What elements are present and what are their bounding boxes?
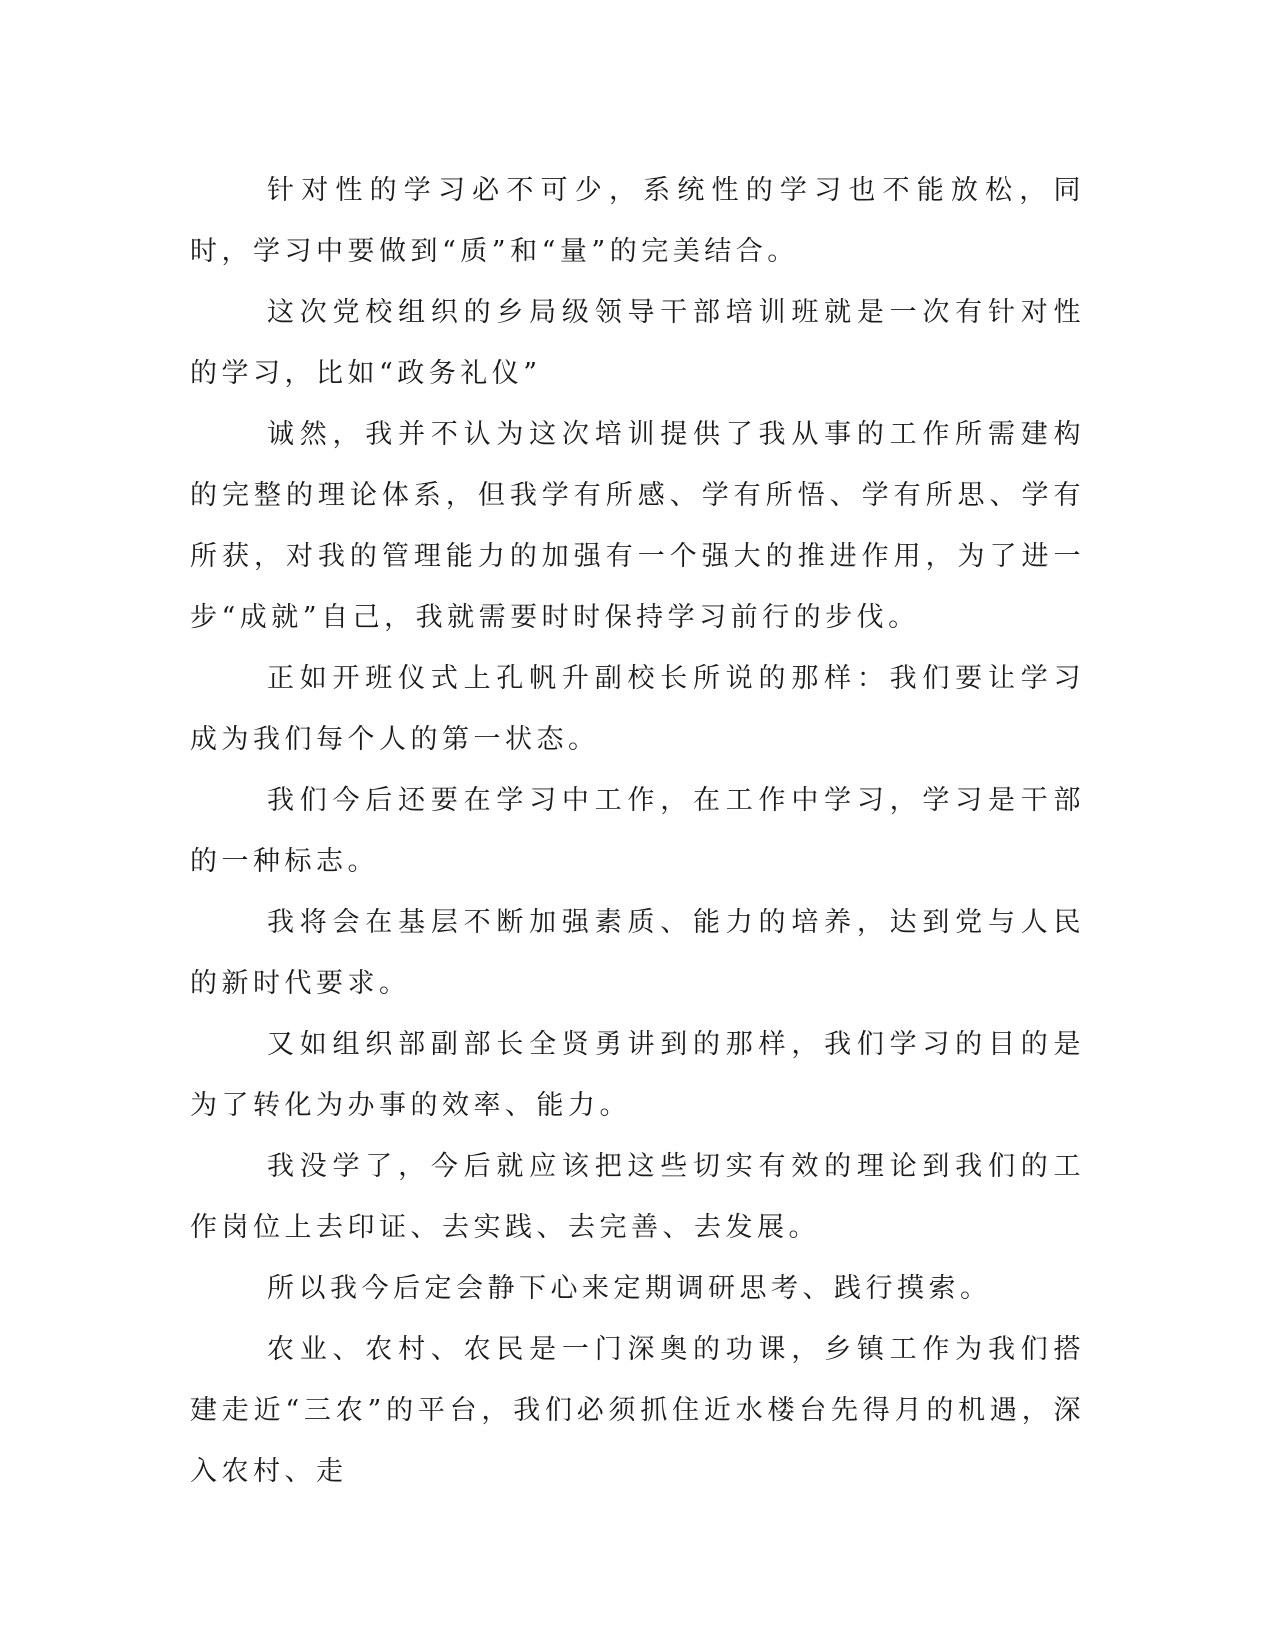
paragraph-4: 正如开班仪式上孔帆升副校长所说的那样：我们要让学习成为我们每个人的第一状态。 <box>190 663 1085 755</box>
paragraph-6: 我将会在基层不断加强素质、能力的培养，达到党与人民的新时代要求。 <box>190 907 1085 999</box>
paragraph-8: 我没学了，今后就应该把这些切实有效的理论到我们的工作岗位上去印证、去实践、去完善、去发展。 <box>190 1151 1085 1243</box>
paragraph-3: 诚然，我并不认为这次培训提供了我从事的工作所需建构的完整的理论体系，但我学有所感、学有所悟、学有所思、学有所获，对我的管理能力的加强有一个强大的推进作用，为了进一步“成就”自己，我就需要时时保持学习前行的步伐。 <box>190 419 1085 633</box>
paragraph-9: 所以我今后定会静下心来定期调研思考、践行摸索。 <box>267 1273 992 1304</box>
paragraph-5: 我们今后还要在学习中工作，在工作中学习，学习是干部的一种标志。 <box>190 785 1085 877</box>
document-body <box>190 160 1085 1502</box>
paragraph-1: 针对性的学习必不可少，系统性的学习也不能放松，同时，学习中要做到“质”和“量”的完美结合。 <box>190 175 1085 267</box>
paragraph-7: 又如组织部副部长全贤勇讲到的那样，我们学习的目的是为了转化为办事的效率、能力。 <box>190 1029 1085 1121</box>
paragraph-10: 农业、农村、农民是一门深奥的功课，乡镇工作为我们搭建走近“三农”的平台，我们必须抓住近水楼台先得月的机遇，深入农村、走 <box>190 1334 1085 1487</box>
paragraph-2: 这次党校组织的乡局级领导干部培训班就是一次有针对性的学习，比如“政务礼仪” <box>190 297 1085 389</box>
